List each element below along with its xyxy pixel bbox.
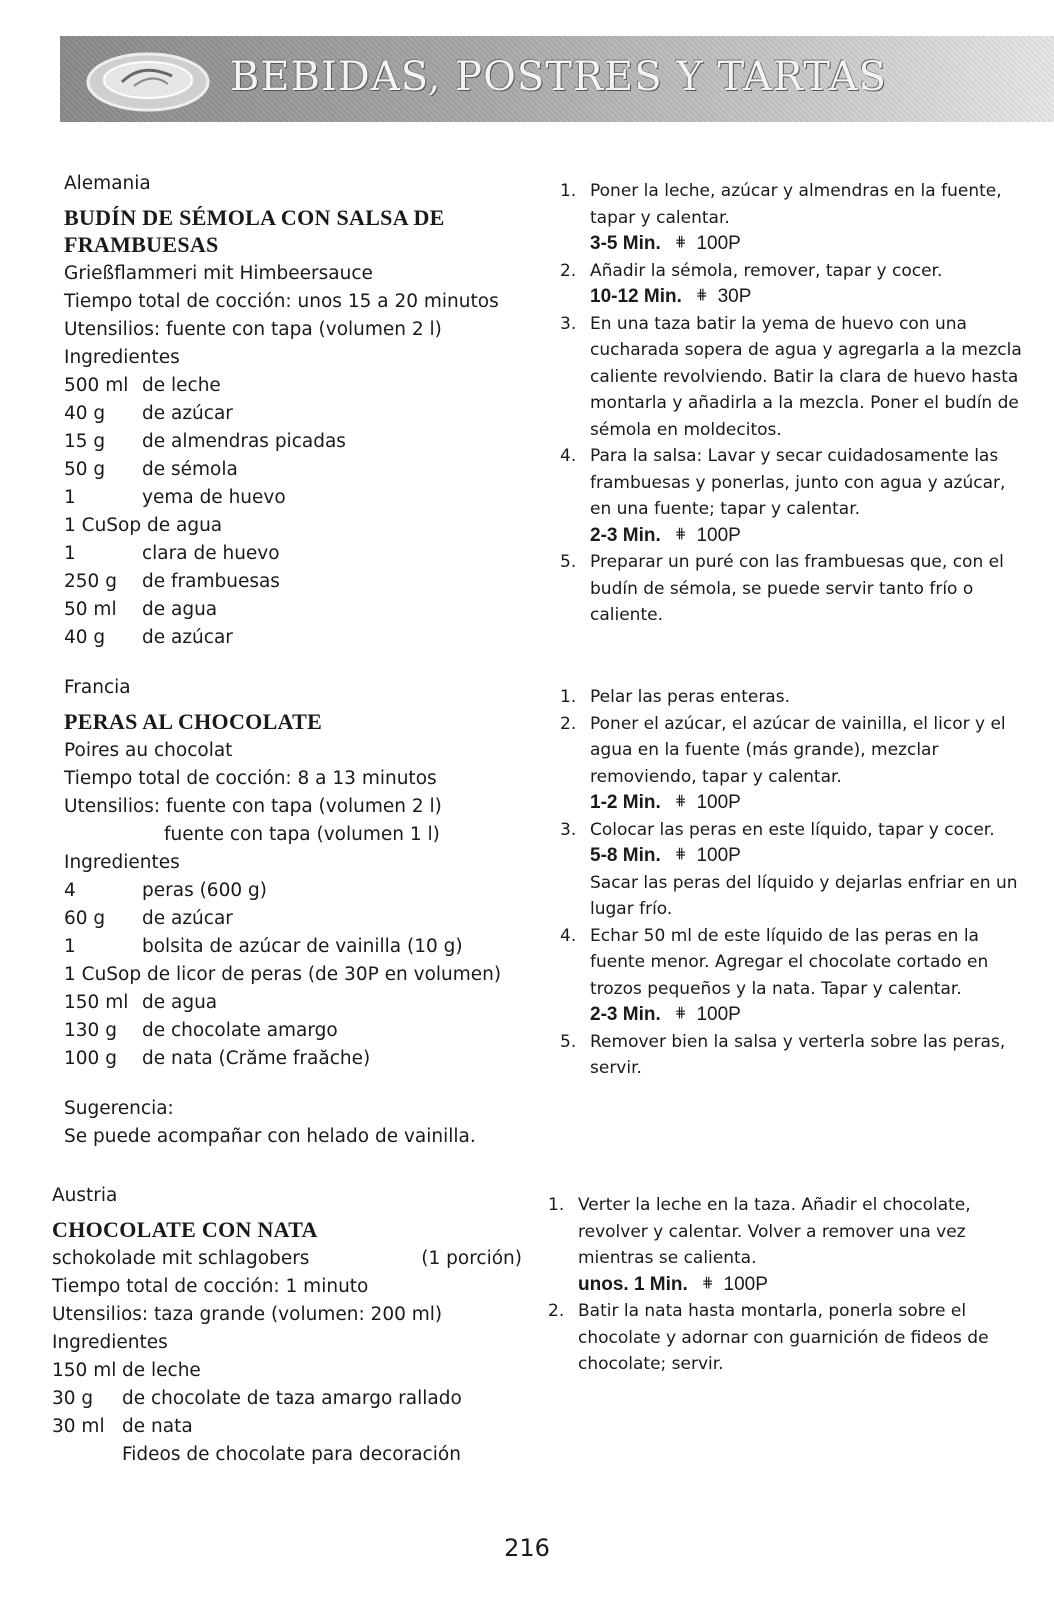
ingredient-row [64, 400, 534, 428]
step-number: 4. [560, 925, 577, 946]
cook-time-value: 5-8 Min. [590, 845, 661, 866]
page-number: 216 [504, 1534, 550, 1562]
step-text: Verter la leche en la taza. Añadir el chocolate, revolver y calentar. Volver a remover una vez mientras se calienta. [578, 1195, 971, 1268]
power-level: 100P [696, 524, 741, 546]
ingredient-item: de frambuesas [142, 571, 280, 592]
step [548, 1192, 1018, 1272]
ingredient-item: clara de huevo [142, 543, 280, 564]
step-text: Pelar las peras enteras. [590, 687, 790, 707]
ingredient-row [64, 624, 534, 652]
recipe-1-steps [560, 178, 1030, 629]
ingredient-row [52, 1385, 522, 1413]
ingredient-item: peras (600 g) [142, 880, 267, 901]
microwave-power-icon: ⋕ [674, 792, 687, 808]
cook-time-value: 3-5 Min. [590, 233, 661, 254]
ingredient-qty: 1 [64, 487, 76, 508]
ingredient-row [64, 933, 534, 961]
recipe-title: CHOCOLATE CON NATA [52, 1217, 318, 1242]
ingredient-qty [52, 1441, 122, 1469]
ingredient-row [64, 540, 534, 568]
utensils: Utensilios: taza grande (volumen: 200 ml) [52, 1304, 443, 1325]
recipe-title: PERAS AL CHOCOLATE [64, 709, 323, 734]
recipe-country: Francia [64, 677, 131, 698]
step-number: 4. [560, 446, 577, 466]
step-text: Batir la nata hasta montarla, ponerla sobre el chocolate y adornar con guarnición de fideos de chocolate; servir. [578, 1301, 989, 1374]
ingredient-item: de leche [122, 1360, 201, 1381]
ingredient-qty: 30 ml [52, 1416, 105, 1437]
tip-label: Sugerencia: [64, 1098, 174, 1119]
cook-time-value: 2-3 Min. [590, 1004, 661, 1025]
step-text: Para la salsa: Lavar y secar cuidadosamente las frambuesas y ponerlas, junto con agua y azúcar, en una fuente; tapar y calentar. [590, 446, 1006, 519]
ingredient-row [64, 596, 534, 624]
step-text: En una taza batir la yema de huevo con una cucharada sopera de agua y agregarla a la mezcla caliente revolviendo. Batir la clara de huevo hasta montarla y añadirla a la mezcla. Poner el budín de sémola en moldecitos. [590, 313, 1022, 440]
dessert-dish-icon [82, 42, 214, 116]
ingredient-row [64, 989, 534, 1017]
ingredient-qty: 500 ml [64, 375, 129, 396]
step-number: 1. [548, 1195, 565, 1215]
ingredient-row [52, 1413, 522, 1441]
ingredient-qty: 100 g [64, 1048, 117, 1069]
ingredient-row [64, 428, 534, 456]
step-number: 2. [548, 1301, 565, 1321]
cook-time [578, 1272, 1018, 1299]
utensils-second: fuente con tapa (volumen 1 l) [164, 824, 440, 845]
ingredient-item: de agua [142, 599, 218, 620]
step-continuation [560, 870, 1030, 923]
recipe-subtitle-row [52, 1245, 522, 1273]
recipe-2-steps [560, 684, 1030, 1082]
portion-size: (1 porción) [421, 1248, 522, 1269]
cook-time [590, 790, 1030, 817]
recipe-title [64, 204, 534, 258]
recipe-title-line: BUDÍN DE SÉMOLA CON SALSA DE [64, 205, 445, 230]
microwave-power-icon: ⋕ [674, 845, 687, 861]
recipe-title-line: FRAMBUESAS [64, 232, 219, 257]
ingredient-qty: 40 g [64, 627, 106, 648]
ingredient-row [64, 512, 534, 540]
cook-time [590, 843, 1030, 870]
step [560, 923, 1030, 1003]
recipe-country: Alemania [64, 173, 151, 194]
cook-time-value: 10-12 Min. [590, 286, 682, 307]
cooking-time: Tiempo total de cocción: 8 a 13 minutos [64, 768, 437, 789]
ingredient-qty: 15 g [64, 431, 106, 452]
recipe-subtitle: Grießflammeri mit Himbeersauce [64, 263, 373, 284]
step-number: 1. [560, 687, 577, 707]
utensils: Utensilios: fuente con tapa (volumen 2 l) [64, 796, 442, 817]
ingredient-list [52, 1357, 522, 1469]
step-number: 3. [560, 819, 577, 840]
ingredient-item: de chocolate amargo [142, 1020, 338, 1041]
recipe-3-info [52, 1182, 522, 1469]
step-text: Poner la leche, azúcar y almendras en la fuente, tapar y calentar. [590, 181, 1002, 228]
microwave-power-icon: ⋕ [674, 1004, 687, 1020]
step-text: Añadir la sémola, remover, tapar y cocer. [590, 260, 943, 281]
recipe-subtitle: schokolade mit schlagobers [52, 1248, 310, 1269]
step [560, 258, 1030, 285]
step-number: 2. [560, 260, 577, 281]
ingredient-row [64, 1045, 534, 1073]
cook-time [590, 523, 1030, 550]
cook-time [590, 231, 1030, 258]
ingredient-qty: 1 [64, 543, 76, 564]
ingredient-list [64, 877, 534, 1073]
step [548, 1298, 1018, 1378]
recipe-country: Austria [52, 1185, 118, 1206]
ingredient-qty: 50 ml [64, 599, 117, 620]
step-number: 5. [560, 1031, 577, 1052]
recipe-subtitle: Poires au chocolat [64, 740, 233, 761]
ingredient-row [52, 1441, 522, 1469]
ingredient-item: de agua [142, 992, 218, 1013]
ingredient-qty: 60 g [64, 908, 106, 929]
cook-time [590, 284, 1030, 311]
ingredients-label: Ingredientes [52, 1332, 168, 1353]
ingredient-row [64, 568, 534, 596]
ingredient-qty: 1 CuSop de agua [64, 515, 223, 536]
ingredient-qty: 150 ml [52, 1360, 117, 1381]
step-number: 5. [560, 552, 577, 572]
cooking-time: Tiempo total de cocción: unos 15 a 20 minutos [64, 291, 499, 312]
cook-time-value: 2-3 Min. [590, 524, 661, 546]
step-text: Poner el azúcar, el azúcar de vainilla, el licor y el agua en la fuente (más grande), mezclar removiendo, tapar y calentar. [590, 713, 1006, 787]
power-level: 100P [696, 792, 741, 813]
ingredient-item: de nata (Crăme fraăche) [142, 1048, 371, 1069]
recipe-1-info [64, 170, 534, 652]
step [560, 711, 1030, 791]
power-level: 100P [696, 845, 741, 866]
step [560, 178, 1030, 231]
ingredient-row [64, 372, 534, 400]
step-text: Sacar las peras del líquido y dejarlas enfriar en un lugar frío. [590, 872, 1018, 919]
ingredient-row [64, 1017, 534, 1045]
ingredient-item: Fideos de chocolate para decoración [122, 1444, 461, 1465]
ingredient-item: de almendras picadas [142, 431, 346, 452]
ingredient-row [52, 1357, 522, 1385]
microwave-power-icon: ⋕ [695, 286, 708, 302]
cook-time [590, 1002, 1030, 1029]
cooking-time: Tiempo total de cocción: 1 minuto [52, 1276, 369, 1297]
power-level: 100P [696, 1004, 741, 1025]
microwave-power-icon: ⋕ [674, 233, 687, 249]
ingredients-label: Ingredientes [64, 347, 180, 368]
cook-time-value: 1-2 Min. [590, 792, 661, 813]
step-text: Preparar un puré con las frambuesas que, con el budín de sémola, se puede servir tanto frío o caliente. [590, 552, 1004, 625]
ingredient-qty: 1 [64, 936, 76, 957]
ingredient-qty: 130 g [64, 1020, 117, 1041]
ingredient-row [64, 961, 534, 989]
ingredient-item: bolsita de azúcar de vainilla (10 g) [142, 936, 463, 957]
step-text: Remover bien la salsa y verterla sobre las peras, servir. [590, 1031, 1006, 1078]
ingredient-qty: 250 g [64, 571, 117, 592]
section-banner [60, 36, 1054, 122]
section-title: BEBIDAS, POSTRES Y TARTAS [230, 54, 888, 100]
ingredient-item: de leche [142, 375, 221, 396]
ingredient-qty: 40 g [64, 403, 106, 424]
step [560, 684, 1030, 711]
ingredient-qty: 30 g [52, 1388, 94, 1409]
ingredient-item: de nata [122, 1416, 193, 1437]
ingredient-row [64, 456, 534, 484]
step-text: Echar 50 ml de este líquido de las peras en la fuente menor. Agregar el chocolate cortado en trozos pequeños y la nata. Tapar y calentar. [590, 925, 989, 999]
ingredient-row [64, 905, 534, 933]
utensils: Utensilios: fuente con tapa (volumen 2 l) [64, 319, 442, 340]
power-level: 30P [717, 286, 752, 307]
step [560, 311, 1030, 444]
ingredient-list [64, 372, 534, 652]
ingredient-qty: 150 ml [64, 992, 129, 1013]
recipe-3-steps [548, 1192, 1018, 1378]
ingredients-label: Ingredientes [64, 852, 180, 873]
cook-time-value: unos. 1 Min. [578, 1273, 688, 1295]
step-number: 3. [560, 313, 577, 334]
step [560, 549, 1030, 629]
ingredient-qty: 50 g [64, 459, 106, 480]
step-number: 2. [560, 713, 577, 734]
ingredient-item: de azúcar [142, 403, 233, 424]
step [560, 443, 1030, 523]
power-level: 100P [696, 233, 741, 254]
ingredient-row [64, 877, 534, 905]
ingredient-item: de chocolate de taza amargo rallado [122, 1388, 462, 1409]
ingredient-qty: 1 CuSop de licor de peras (de 30P en volumen) [64, 964, 502, 985]
ingredient-item: yema de huevo [142, 487, 286, 508]
tip-text: Se puede acompañar con helado de vainilla. [64, 1126, 476, 1147]
ingredient-item: de sémola [142, 459, 238, 480]
step-text: Colocar las peras en este líquido, tapar y cocer. [590, 819, 995, 840]
microwave-power-icon: ⋕ [674, 524, 687, 541]
step [560, 817, 1030, 844]
ingredient-item: de azúcar [142, 627, 233, 648]
ingredient-item: de azúcar [142, 908, 233, 929]
ingredient-qty: 4 [64, 880, 76, 901]
ingredient-row [64, 484, 534, 512]
step [560, 1029, 1030, 1082]
step-number: 1. [560, 181, 577, 201]
microwave-power-icon: ⋕ [701, 1273, 714, 1290]
recipe-2-info [64, 674, 534, 1151]
power-level: 100P [723, 1273, 768, 1295]
